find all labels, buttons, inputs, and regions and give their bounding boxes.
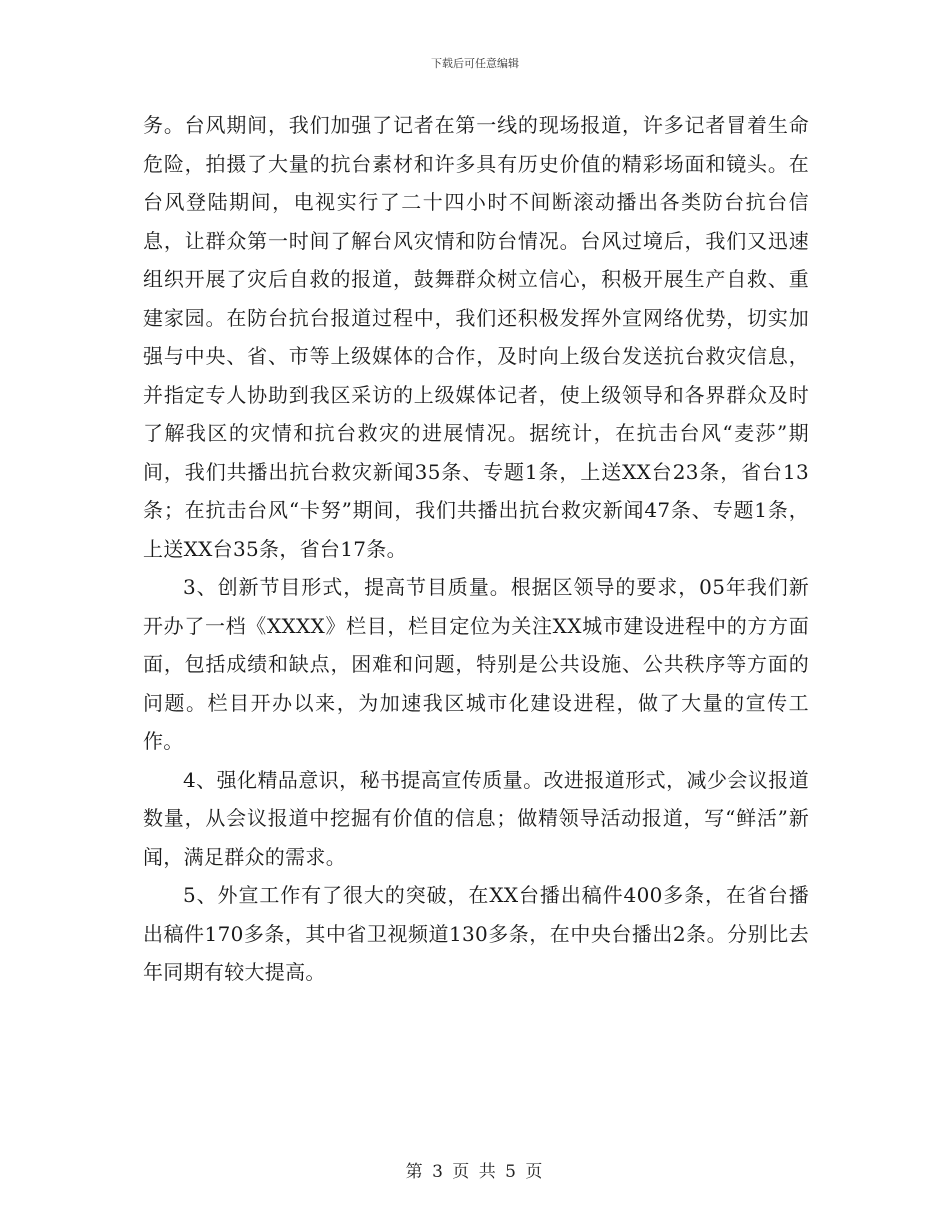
paragraph-continuation: 务。台风期间，我们加强了记者在第一线的现场报道，许多记者冒着生命危险，拍摄了大量的抗台素材和许多具有历史价值的精彩场面和镜头。在台风登陆期间，电视实行了二十四小时不间断滚动播出各类防台抗台信息，让群众第一时间了解台风灾情和防台情况。台风过境后，我们又迅速组织开展了灾后自救的报道，鼓舞群众树立信心，积极开展生产自救、重建家园。在防台抗台报道过程中，我们还积极发挥外宣网络优势，切实加强与中央、省、市等上级媒体的合作，及时向上级台发送抗台救灾信息，并指定专人协助到我区采访的上级媒体记者，使上级领导和各界群众及时了解我区的灾情和抗台救灾的进展情况。据统计，在抗击台风“麦莎”期间，我们共播出抗台救灾新闻35条、专题1条，上送XX台23条，省台13条；在抗击台风“卡努”期间，我们共播出抗台救灾新闻47条、专题1条，上送XX台35条，省台17条。 [143,113,809,561]
page-header: 下载后可任意编辑 [431,57,519,70]
paragraph-item-5: 5、外宣工作有了很大的突破，在XX台播出稿件400多条，在省台播出稿件170多条，其中省卫视频道130多条，在中央台播出2条。分别比去年同期有较大提高。 [143,883,809,984]
paragraph-item-3: 3、创新节目形式，提高节目质量。根据区领导的要求，05年我们新开办了一档《XXXX》栏目，栏目定位为关注XX城市建设进程中的方方面面，包括成绩和缺点，困难和问题，特别是公共设施、公共秩序等方面的问题。栏目开办以来，为加速我区城市化建设进程，做了大量的宣传工作。 [143,575,809,753]
document-body [143,106,809,992]
page-number-footer: 第 3 页 共 5 页 [405,1162,545,1182]
paragraph-item-4: 4、强化精品意识，秘书提高宣传质量。改进报道形式，减少会议报道数量，从会议报道中挖掘有价值的信息；做精领导活动报道，写“鲜活”新闻，满足群众的需求。 [143,767,809,869]
